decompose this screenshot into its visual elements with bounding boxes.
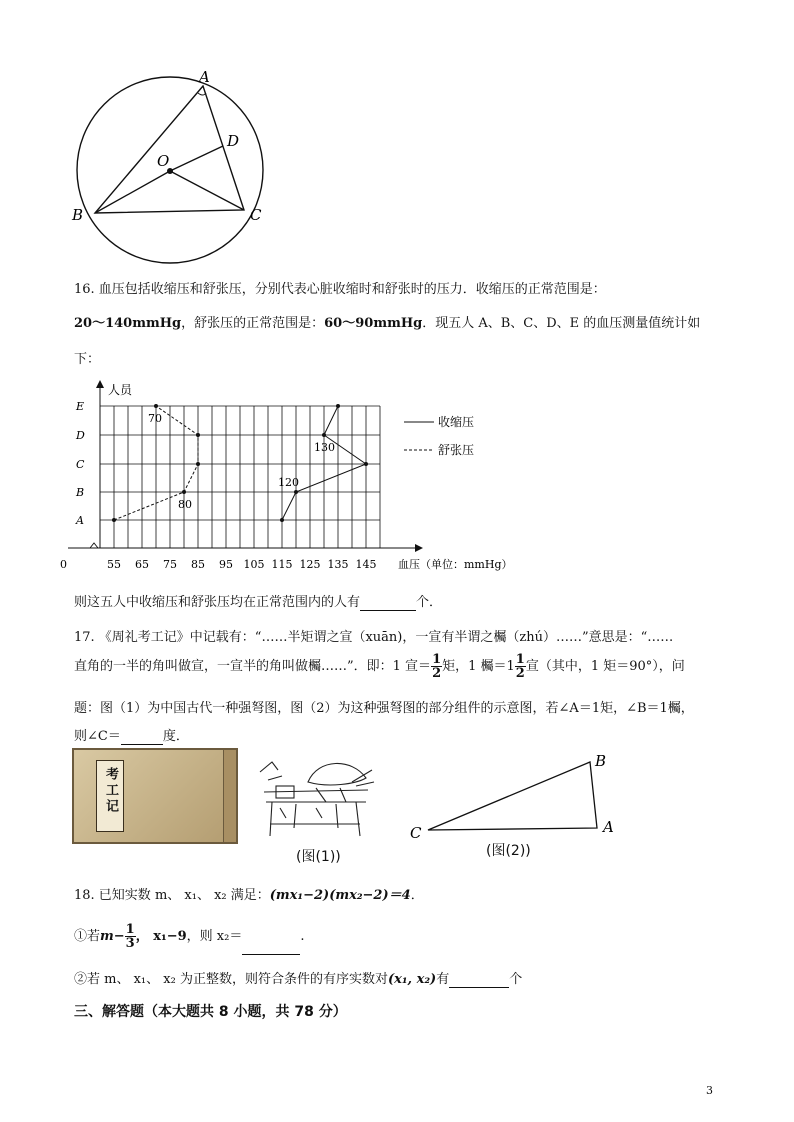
- x-tick-label: 125: [299, 558, 321, 571]
- legend-label: 舒张压: [438, 443, 475, 457]
- q18-sub2-post: 个: [509, 972, 523, 987]
- q16-tail: ．现五人 A、B、C、D、E 的血压测量值统计如: [422, 316, 701, 331]
- q17-line4-post: 度．: [162, 729, 189, 744]
- q16-question: [74, 591, 442, 611]
- triangle-abc: [95, 86, 244, 213]
- book-title-strip: [96, 760, 124, 832]
- q18-sub1-pre: ①若: [74, 929, 101, 944]
- y-tick-label: E: [76, 400, 85, 413]
- q16-line2: [74, 312, 700, 331]
- y-tick-label: C: [76, 458, 85, 471]
- q18-sub1-answer-blank[interactable]: [242, 920, 300, 955]
- label-b-2: B: [595, 752, 607, 770]
- label-c-2: C: [410, 824, 422, 838]
- section-heading: 三、解答题（本大题共 8 小题，共 78 分）: [74, 1004, 347, 1020]
- fraction-numerator: 1: [125, 922, 135, 937]
- ordered-pair: (x₁, x₂): [387, 972, 437, 987]
- q17-line4: [74, 725, 189, 745]
- triangle-abc-2: [428, 762, 597, 830]
- blood-pressure-chart: [60, 372, 540, 582]
- q18-sub1-post: .: [300, 929, 305, 944]
- data-point: [336, 404, 340, 408]
- q18-sub2-pre: ②若 m、 x₁、 x₂ 为正整数，则符合条件的有序实数对: [74, 972, 388, 987]
- q18-equation: (mx₁−2)(mx₂−2)＝4: [269, 888, 411, 903]
- q16-answer-blank[interactable]: [360, 595, 416, 611]
- x-tick-label: 105: [243, 558, 265, 571]
- q18-sub2-mid: 有: [436, 972, 450, 987]
- label-c: C: [250, 206, 262, 224]
- label-b: B: [72, 206, 84, 224]
- q17-line4-pre: 则∠C＝: [74, 729, 121, 744]
- fraction-numerator: 1: [432, 652, 442, 667]
- q18-sub2: [74, 968, 522, 988]
- data-point: [364, 462, 368, 466]
- x-tick-label: 65: [135, 558, 149, 571]
- q18-sub2-answer-blank[interactable]: [449, 972, 509, 988]
- segment-ob: [95, 171, 170, 213]
- q17-line2: [74, 650, 685, 684]
- fraction-denominator: 2: [515, 666, 525, 681]
- x-axis-arrow: [415, 544, 423, 552]
- x-tick-label: 115: [271, 558, 293, 571]
- legend-label: 收缩压: [438, 415, 475, 429]
- label-a: A: [199, 68, 210, 86]
- q18-sub1-cond2: ， x₁−9: [135, 929, 187, 944]
- data-point: [280, 518, 284, 522]
- data-label: 80: [178, 498, 192, 511]
- label-a-2: A: [603, 818, 614, 836]
- x-tick-label: 85: [191, 558, 205, 571]
- label-o: O: [157, 152, 170, 170]
- book-title: 考工记: [103, 767, 118, 815]
- label-d: D: [227, 132, 240, 150]
- q17-line2-b: 矩，1 欘＝1: [442, 659, 515, 674]
- data-label: 120: [278, 476, 299, 489]
- circle-triangle-figure: [60, 60, 280, 270]
- origin-label: 0: [60, 558, 67, 571]
- x-tick-label: 75: [163, 558, 177, 571]
- axis-break-mark: [90, 543, 98, 548]
- data-point: [154, 404, 158, 408]
- fraction-denominator: 3: [125, 936, 135, 951]
- q16-line1: 16. 血压包括收缩压和舒张压，分别代表心脏收缩时和舒张时的压力．收缩压的正常范围是：: [74, 282, 606, 297]
- segment-od: [170, 146, 223, 171]
- half-fraction: [431, 653, 442, 680]
- data-label: 70: [148, 412, 162, 425]
- q17-line2-a: 直角的一半的角叫做宣，一宣半的角叫做欘……”．即：1 宣＝: [74, 659, 432, 674]
- q18-sub1-ask: ，则 x₂＝: [186, 929, 243, 944]
- y-tick-label: D: [76, 429, 85, 442]
- systolic-range: 20～140mmHg: [74, 316, 182, 331]
- x-tick-label: 95: [219, 558, 233, 571]
- q16-mid: ，舒张压的正常范围是：: [181, 316, 325, 331]
- q17-answer-blank[interactable]: [121, 729, 163, 745]
- q16-line3: 下：: [74, 352, 101, 367]
- y-tick-label: B: [76, 486, 85, 499]
- diastolic-range: 60～90mmHg: [324, 316, 423, 331]
- data-point: [196, 462, 200, 466]
- data-point: [294, 490, 298, 494]
- y-tick-label: A: [76, 514, 84, 527]
- book-spine: [223, 750, 236, 842]
- y-axis-arrow: [96, 380, 104, 388]
- x-tick-label: 55: [107, 558, 121, 571]
- third-fraction: [125, 923, 136, 950]
- book-cover-image: [72, 748, 238, 844]
- q17-line2-c: 宣（其中，1 矩＝90°），问: [525, 659, 685, 674]
- data-label: 130: [314, 441, 335, 454]
- q18-sub1: [74, 920, 304, 954]
- page-number: 3: [706, 1084, 713, 1097]
- triangle-figure-2: [404, 748, 624, 838]
- q18-intro: 18. 已知实数 m、 x₁、 x₂ 满足：: [74, 888, 270, 903]
- fraction-numerator: 1: [515, 652, 525, 667]
- q18-sub1-cond: m−: [100, 929, 125, 944]
- data-point: [112, 518, 116, 522]
- crossbow-sketch: [256, 752, 378, 842]
- x-tick-label: 135: [327, 558, 349, 571]
- y-axis-label: 人员: [108, 383, 133, 397]
- q16-question-text: 则这五人中收缩压和舒张压均在正常范围内的人有: [74, 595, 361, 610]
- one-and-half-fraction: [515, 653, 526, 680]
- fraction-denominator: 2: [432, 666, 442, 681]
- q17-line1: 17. 《周礼考工记》中记载有：“……半矩谓之宣（xuān)，一宣有半谓之欘（zhú）……”意思是：“……: [74, 630, 674, 645]
- x-tick-label: 145: [355, 558, 377, 571]
- figure2-caption: (图(2)): [486, 843, 531, 859]
- q17-line3: 题：图（1）为中国古代一种强弩图，图（2）为这种强弩图的部分组件的示意图，若∠A＝1矩，∠B＝1欘，: [74, 701, 694, 716]
- q18-line1-end: ．: [410, 888, 424, 903]
- q16-question-end: 个．: [416, 595, 443, 610]
- figure1-caption: (图(1)): [296, 849, 341, 865]
- data-point: [182, 490, 186, 494]
- data-point: [322, 433, 326, 437]
- x-axis-label: 血压（单位：mmHg）: [398, 558, 513, 571]
- q18-line1: [74, 884, 424, 903]
- data-point: [196, 433, 200, 437]
